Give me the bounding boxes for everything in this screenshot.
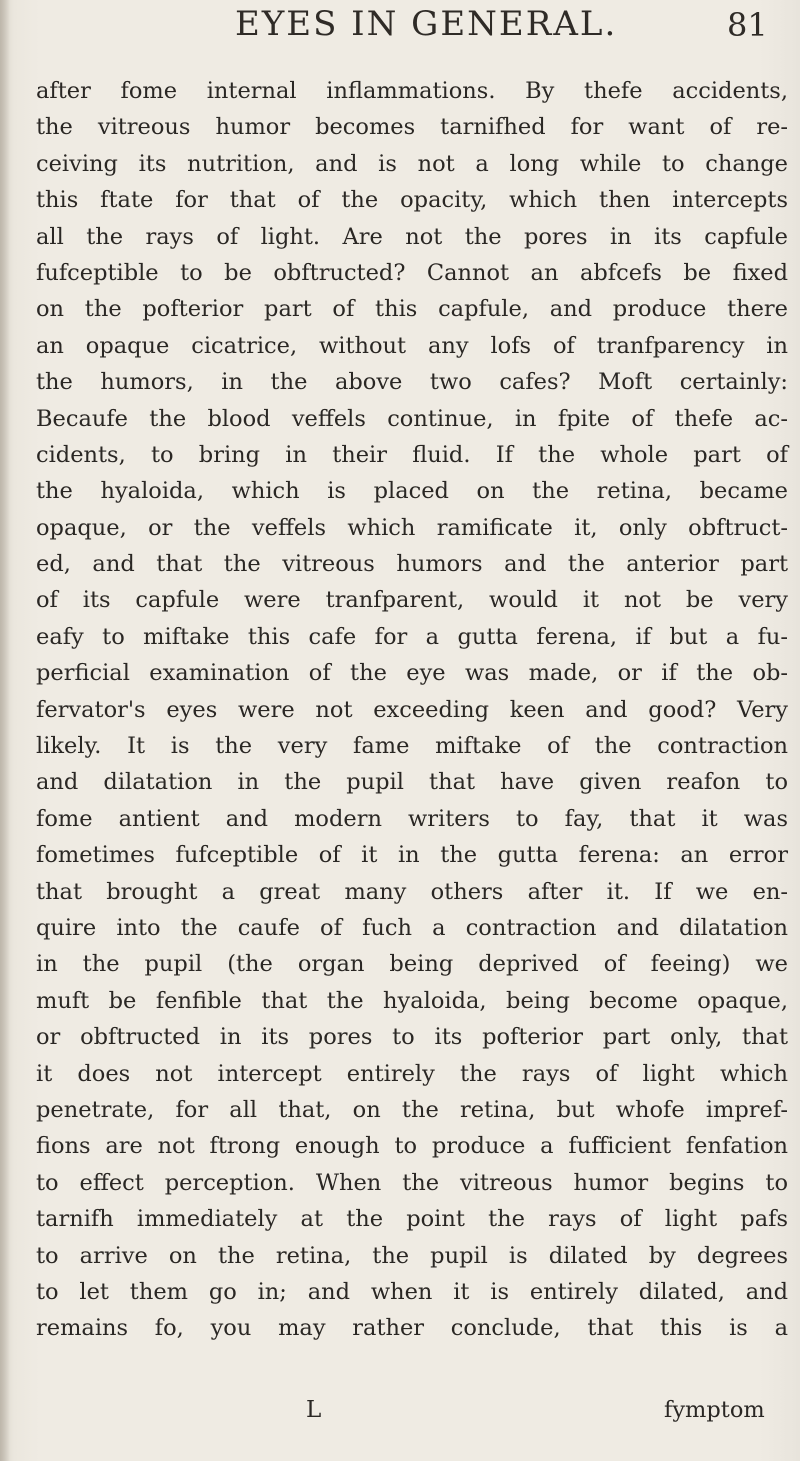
text-line: to let them go in; and when it is entirely dilated, and bbox=[36, 1278, 788, 1305]
text-line: quire into the caufe of fuch a contraction and dilatation bbox=[36, 914, 788, 941]
text-line: ed, and that the vitreous humors and the anterior part bbox=[36, 551, 788, 578]
page-header bbox=[0, 4, 800, 64]
text-line: cidents, to bring in their fluid. If the whole part of bbox=[36, 441, 788, 468]
running-head: EYES IN GENERAL. bbox=[235, 4, 618, 44]
text-line: this ftate for that of the opacity, which then intercepts bbox=[36, 187, 788, 214]
text-line: or obftructed in its pores to its pofterior part only, that bbox=[36, 1024, 788, 1051]
catchword: fymptom bbox=[664, 1397, 765, 1423]
text-line: opaque, or the veffels which ramificate it, only obftruct- bbox=[36, 514, 788, 541]
text-line: after fome internal inflammations. By thefe accidents, bbox=[36, 78, 788, 104]
text-line: eafy to miftake this cafe for a gutta ferena, if but a fu- bbox=[36, 623, 788, 650]
text-line: fufceptible to be obftructed? Cannot an abfcefs be fixed bbox=[36, 259, 788, 286]
text-line: that brought a great many others after it. If we en- bbox=[36, 878, 788, 905]
text-line: all the rays of light. Are not the pores in its capfule bbox=[36, 223, 788, 250]
text-line: to effect perception. When the vitreous humor begins to bbox=[36, 1169, 788, 1196]
body-text bbox=[36, 73, 788, 1347]
text-line: fions are not ftrong enough to produce a fufficient fenfation bbox=[36, 1133, 788, 1160]
text-line: perficial examination of the eye was made, or if the ob- bbox=[36, 660, 788, 687]
text-line: on the pofterior part of this capfule, and produce there bbox=[36, 296, 788, 323]
text-line: fometimes fufceptible of it in the gutta ferena: an error bbox=[36, 842, 788, 869]
text-line: remains fo, you may rather conclude, that this is a bbox=[36, 1315, 788, 1342]
binding-gutter-shadow bbox=[0, 0, 10, 1461]
text-line: in the pupil (the organ being deprived of feeing) we bbox=[36, 951, 788, 978]
text-line: muft be fenfible that the hyaloida, being become opaque, bbox=[36, 987, 788, 1014]
text-line: penetrate, for all that, on the retina, but whofe impref- bbox=[36, 1096, 788, 1123]
text-line: of its capfule were tranfparent, would it not be very bbox=[36, 587, 788, 614]
text-line: tarnifh immediately at the point the rays of light pafs bbox=[36, 1206, 788, 1233]
text-line: Becaufe the blood veffels continue, in fpite of thefe ac- bbox=[36, 405, 788, 432]
text-line: the hyaloida, which is placed on the retina, became bbox=[36, 478, 788, 505]
text-line: and dilatation in the pupil that have given reafon to bbox=[36, 769, 788, 796]
page-number: 81 bbox=[727, 6, 768, 44]
signature-mark: L bbox=[306, 1397, 322, 1423]
text-line: likely. It is the very fame miftake of the contraction bbox=[36, 733, 788, 760]
text-line: ceiving its nutrition, and is not a long while to change bbox=[36, 150, 788, 177]
text-line: fervator's eyes were not exceeding keen and good? Very bbox=[36, 696, 788, 723]
text-line: fome antient and modern writers to fay, that it was bbox=[36, 805, 788, 832]
page-footer bbox=[0, 1397, 800, 1437]
text-line: the vitreous humor becomes tarnifhed for want of re- bbox=[36, 114, 788, 141]
text-line: it does not intercept entirely the rays of light which bbox=[36, 1060, 788, 1087]
text-line: an opaque cicatrice, without any lofs of tranfparency in bbox=[36, 332, 788, 359]
text-line: to arrive on the retina, the pupil is dilated by degrees bbox=[36, 1242, 788, 1269]
text-line: the humors, in the above two cafes? Moft certainly: bbox=[36, 369, 788, 396]
